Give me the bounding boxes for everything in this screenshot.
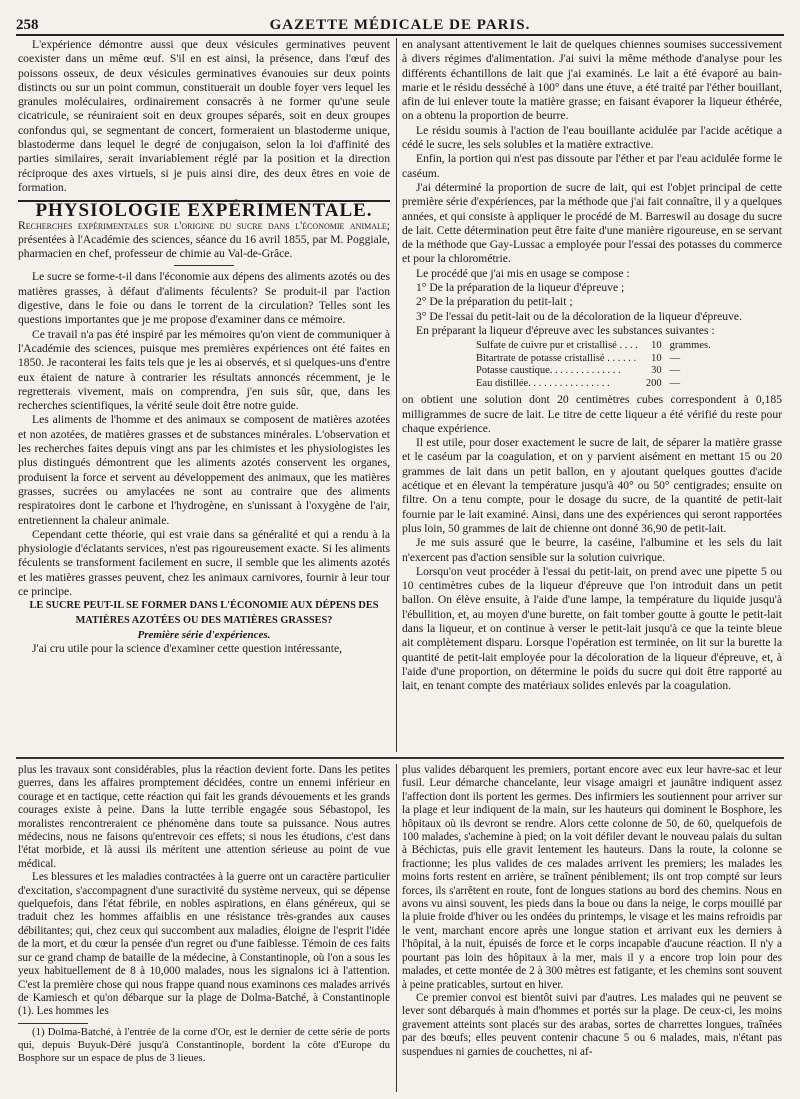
paragraph: on obtient une solution dont 20 centimètres cubes correspondent à 0,185 milligrammes de sucre de lait. Le titre de cette liqueur a été vérifié du reste pour chaque expérience. <box>402 393 782 435</box>
paragraph: Ce travail n'a pas été inspiré par les mémoires qu'on vient de communiquer à l'Académie des sciences, puisque mes premières expériences ont été faites en 1850. Je raconterai les faits tels que je les ai observés, et si quelques-uns d'entre eux étaient de nature à contrarier les résultats annoncés récemment, je le regretterais vivement, mais on comprendra, j'en suis sûr, que, dans les recherches scientifiques, la vérité seule doit être notre guide. <box>18 327 390 413</box>
paragraph: Il est utile, pour doser exactement le sucre de lait, de séparer la matière grasse et le caséum par la coagulation, et on y parvient aisément en mettant 15 ou 20 grammes de lait dans un petit ballon, en y ajoutant quelques gouttes d'acide acétique et en élevant la température jusqu'à 40° ou 50° centigrades; ensuite on filtre. On a tenu compte, pour le dosage du sucre, de la quantité de petit-lait fournie par le lait examiné. Ainsi, dans une des expériences qui seront rapportées plus loin, 50 grammes de lait de chienne ont donné 36,90 de petit-lait. <box>402 436 782 535</box>
ingredient-qty: 10 <box>651 352 662 364</box>
ingredient-unit: grammes. <box>669 340 711 352</box>
column-left-top <box>18 38 390 752</box>
article-title: Recherches expérimentales sur l'origine du sucre dans l'économie animale; <box>18 218 390 232</box>
paragraph: Ce premier convoi est bientôt suivi par d'autres. Les malades qui ne peuvent se lever sont débarqués à main d'hommes et portés sur la plage. De ceux-ci, les moins gravement atteints sont placés sur des arabas, sortes de charrettes longues, traînées par des bœufs; elles peuvent contenir chacune 5 ou 6 malades, mais, n'étant pas suspendues ni garnies de couchettes, ni af- <box>402 991 782 1058</box>
column-divider <box>396 38 397 752</box>
paragraph: En préparant la liqueur d'épreuve avec les substances suivantes : <box>416 323 715 337</box>
section-title: PHYSIOLOGIE EXPÉRIMENTALE. <box>35 200 373 222</box>
paragraph: Je me suis assuré que le beurre, la caséine, l'albumine et les sels du lait n'exercent pas d'action sensible sur la solution cuivrique. <box>402 536 782 564</box>
paragraph: Le résidu soumis à l'action de l'eau bouillante acidulée par l'acide acétique a cédé le sucre, les sels solubles et la matière extractive. <box>402 123 782 152</box>
ingredient-name: Potasse caustique. . . . . . . . . . . . . . <box>476 365 621 377</box>
ingredient-qty: 200 <box>645 377 662 389</box>
article-intro <box>18 219 390 262</box>
footnote: (1) Dolma-Batché, à l'entrée de la corne d'Or, est le dernier de cette série de ports qui, depuis Buyuk-Déré jusqu'à Constantinople, bordent la côte d'Europe du Bosphore sur un espace de plus de 3 lieues. <box>18 1025 390 1064</box>
recipe-row <box>472 365 715 378</box>
column-right-bottom <box>402 764 782 1092</box>
paragraph: Enfin, la portion qui n'est pas dissoute par l'éther et par l'eau acidulée forme le caséum. <box>402 152 782 180</box>
paragraph: Le procédé que j'ai mis en usage se compose : <box>416 266 630 280</box>
ingredient-qty: 30 <box>651 365 662 377</box>
paragraph: Lorsqu'on veut procéder à l'essai du petit-lait, on prend avec une pipette 5 ou 10 centimètres cubes de la liqueur d'épreuve que l'on introduit dans un petit ballon. On élève ensuite, à l'aide d'une lampe, la température du liquide jusqu'à l'ébullition, et, au moyen d'une burette, on fait tomber goutte à goutte le petit-lait dans la liqueur, et on continue à verser le petit-lait jusqu'à ce que la teinte bleue ait complètement disparu. Lorsque l'opération est terminée, on lit sur la burette la quantité de petit-lait employée pour la décoloration de la liqueur d'épreuve, et, à l'aide d'une proportion, on détermine le poids du sucre qui doit être rapporté au lait, en tenant compte des matériaux solides enlevés par la coagulation. <box>402 564 782 693</box>
paragraph: plus valides débarquent les premiers, portant encore avec eux leur havre-sac et leur fusil. Leur démarche chancelante, leur visage amaigri et jaunâtre indiquent assez l'affection dont ils portent les germes. Des infirmiers les soutiennent pour arriver sur la plage et leur indiquent de la main, sur les hauteurs qui dominent le Bosphore, les hôpitaux où ils devront se rendre. Alors cette colonne de 50, de 60, quelquefois de 100 malades, s'achemine à pied; on la voit défiler devant le nouveau palais du sultan à Béchictas, puis elle gravit lentement les hauteurs. Dans la route, la colonne se fractionne; les plus valides de ces malades arrivent les premiers; les malades les moins forts restent en arrière, se traînent péniblement; ils ont trop compté sur leurs forces, ils s'arrêtent en route, font de longues stations au bord des chemins. Nous en avons vu ainsi souvent, les pieds dans la boue ou dans la neige, le corps mouillé par la pluie froide d'hiver ou les ondées du printemps, le visage et les mains refroidis par le vent, marchant encore après une longue station et arrivant eux les derniers à l'hôpital, à la nuit, épuisés de force et le corps incapable d'aucune réaction. Il n'y a pourtant pas loin des hôpitaux à la mer, mais il y a encore trop loin pour des malades, et cette montée de 2 à 300 mètres est fatigante, et les chemins sont souvent à peine praticables, surtout en hiver. <box>402 764 782 991</box>
embryology-paragraph: L'expérience démontre aussi que deux vésicules germinatives peuvent coexister dans un même œuf. S'il en est ainsi, la présence, dans l'œuf des poissons osseux, de deux vésicules germinatives évanouies sur deux points distincts ou sur un point commun, constituerait un double foyer vers lequel les granules moléculaires, ordinairement consacrés à ne former qu'une seule cicatricule, se réuniraient soit en deux groupes séparés, soit en deux groupes confondus qui, se segmentant de concert, formeraient un blastoderme unique, blastoderme dans lequel le degré de conjugaison, selon la loi d'affinité des parties similaires, serait invariablement réglé par la position et la direction réciproque des axes virtuels, si je puis ainsi dire, des deux êtres en voie de formation. <box>18 38 390 194</box>
column-left-bottom <box>18 764 390 1092</box>
recipe-row <box>472 378 715 391</box>
ingredient-name: Bitartrate de potasse cristallisé . . . . . . <box>476 352 637 364</box>
footnote-rule <box>18 1023 88 1024</box>
column-divider <box>396 764 397 1092</box>
paragraph: Les aliments de l'homme et des animaux se composent de matières azotées et non azotées, de matières grasses et de substances minérales. L'observation et les recherches faites depuis vingt ans par les chimistes et les physiologistes les plus distingués démontrent que les aliments azotés conservent les organes, produisent la force et servent au développement des animaux, que les matières grasses, sucrées ou amylacées ne sont au contraire que des aliments respiratoires dont le carbone et l'hydrogène, en s'unissant à l'oxygène de l'air, entretiennent la chaleur animale. <box>18 413 390 527</box>
paragraph: J'ai déterminé la proportion de sucre de lait, qui est l'objet principal de cette première série d'expériences, par la méthode que j'ai fait connaître, il y a quelques années, et qui consiste à appliquer le procédé de M. Barreswil au dosage du sucre de lait. Cette détermination peut être faite d'une manière rigoureuse, en se servant de la méthode que Gay-Lussac a employée pour l'essai des potasses du commerce et pour la chlorométrie. <box>402 180 782 266</box>
column-right-top <box>402 38 782 752</box>
journal-title: GAZETTE MÉDICALE DE PARIS. <box>269 17 531 33</box>
ingredient-unit: — <box>669 352 681 364</box>
feuilleton-divider <box>16 757 784 759</box>
paragraph: J'ai cru utile pour la science d'examiner cette question intéressante, <box>32 642 343 656</box>
page-number: 258 <box>16 17 39 33</box>
paragraph: Le sucre se forme-t-il dans l'économie aux dépens des aliments azotés ou des matières grasses, à défaut d'aliments féculents? Se produit-il par l'action digestive, dans le foie ou dans le torrent de la circulation? Telles sont les questions importantes que je me propose d'examiner dans ce mémoire. <box>18 270 390 327</box>
ingredient-unit: — <box>669 365 681 377</box>
recipe-row <box>472 340 715 353</box>
ingredient-name: Eau distillée. . . . . . . . . . . . . . . . <box>476 377 610 389</box>
short-rule <box>174 265 234 266</box>
ingredient-qty: 10 <box>651 340 662 352</box>
procedure-step: 3° De l'essai du petit-lait ou de la décoloration de la liqueur d'épreuve. <box>416 309 742 323</box>
paragraph: Cependant cette théorie, qui est vraie dans sa généralité et qui a rendu à la physiologie d'éclatants services, n'est pas rigoureusement exacte. Si les aliments féculents se transforment facilement en sucre, il semble que les aliments azotés et les matières grasses peuvent, chez les animaux carnivores, fournir à leur tour ce principe. <box>18 527 390 598</box>
recipe-table <box>472 340 715 390</box>
ingredient-unit: — <box>669 377 681 389</box>
subheading: LE SUCRE PEUT-IL SE FORMER DANS L'ÉCONOMIE AUX DÉPENS DES MATIÈRES AZOTÉES OU DES MATIÈRES GRASSES? <box>29 600 379 626</box>
recipe-row <box>472 353 715 366</box>
paragraph: en analysant attentivement le lait de quelques chiennes soumises successivement à divers régimes d'alimentation. J'ai suivi la même méthode d'analyse pour les différents échantillons de lait que j'ai examinés. Le lait a été évaporé au bain-marie et le résidu desséché à 100° dans une étuve, a été traité par l'éther bouillant, afin de lui enlever toute la matière grasse; en faisant évaporer la liqueur éthérée, on a obtenu la proportion de beurre. <box>402 38 782 123</box>
ingredient-name: Sulfate de cuivre pur et cristallisé . . . . <box>476 340 638 352</box>
paragraph: plus les travaux sont considérables, plus la réaction devient forte. Dans les petites guerres, dans les affaires promptement décidées, contre un ennemi inférieur en courage et en tactique, cette réaction qui fait les grands dévouements et les grands courages existe à peine. Dans la lutte terrible engagée sous Sébastopol, les moralistes rencontreraient ce phénomène dans toute sa puissance. Nous autres médecins, nous ne faisons qu'entrevoir ces effets; si nous les étudions, c'est dans l'état morbide, et là aussi ils méritent une attention sérieuse au point de vue médical. <box>18 764 390 870</box>
series-heading: Première série d'expériences. <box>137 628 271 641</box>
procedure-step: 2° De la préparation du petit-lait ; <box>416 295 573 309</box>
page-header <box>16 10 784 36</box>
paragraph: Les blessures et les maladies contractées à la guerre ont un caractère particulier d'excitation, s'accompagnent d'une suractivité du système nerveux, qui se dépense quelquefois, dans l'état fébrile, en nobles aspirations, en élans généreux, qui se traduit chez les hommes affaiblis en une résistance très-grandes aux causes débilitantes; qui, chez ceux qui succombent aux maladies, éloigne de l'esprit l'idée de la mort, et du cœur la pensée d'un regret ou d'une faiblesse. Témoin de ces faits sur ce grand champ de bataille de la médecine, à Constantinople, où l'on a sous les yeux habituellement de 8 à 10,000 malades, nous les signalons ici à l'attention. C'est la première chose qui nous frappe quand nous examinons ces malades arrivés de Kamiesch et qu'on débarque sur la plage de Dolma-Batché, à Constantinople (1). Les hommes les <box>18 871 390 1018</box>
article-byline: présentées à l'Académie des sciences, séance du 16 avril 1855, par M. Poggiale, pharmacien en chef, professeur de chimie au Val-de-Grâce. <box>18 232 390 261</box>
procedure-step: 1° De la préparation de la liqueur d'épreuve ; <box>416 281 625 295</box>
